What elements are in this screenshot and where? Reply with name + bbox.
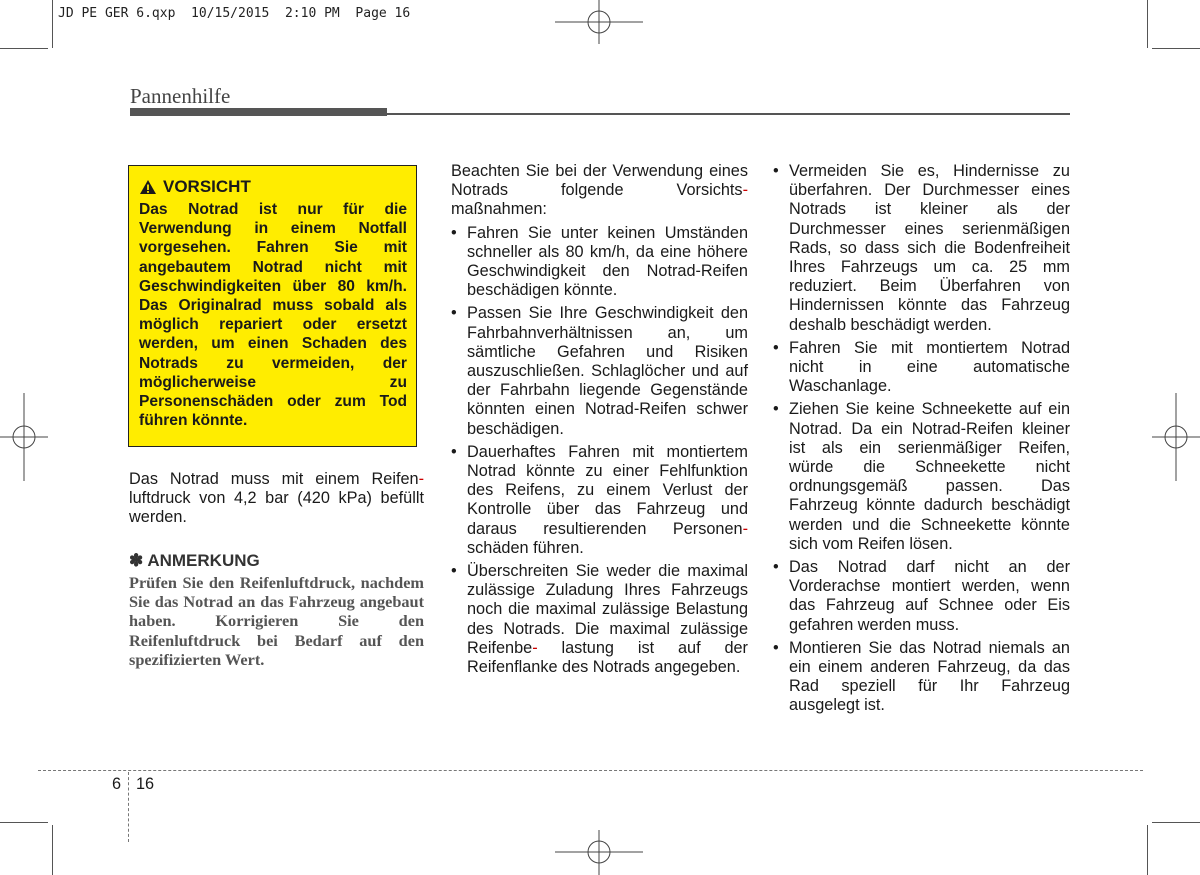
list-item-text: Das Notrad darf nicht an der Vorderachse montiert werden, wenn das Fahrzeug auf Schnee oder Eis gefahren werden muss. bbox=[789, 558, 1070, 634]
list-item-text: Ziehen Sie keine Schneekette auf ein Notrad. Da ein Notrad-Reifen kleiner ist als ein serienmäßiger Reifen, würde die Schneekette nicht ordnungsgemäß passen. Das Fahrzeug könnte dadurch beschädigt werden und die Schneekette könnte sich vom Reifen lösen. bbox=[789, 400, 1070, 553]
caution-heading bbox=[139, 176, 407, 198]
list-item bbox=[773, 639, 1070, 716]
list-item-text-part1: Dauerhaftes Fahren mit montiertem Notrad könnte zu einer Fehlfunktion des Reifens, zu einem Verlust der Kontrolle über das Fahrzeug und daraus resultierenden Personen bbox=[467, 442, 748, 538]
bullet-icon: • bbox=[773, 338, 779, 357]
middle-intro-part1: Beachten Sie bei der Verwendung eines Notrads folgende Vorsichts bbox=[451, 162, 748, 200]
bullet-icon: • bbox=[773, 162, 779, 180]
list-item-text: Montieren Sie das Notrad niemals an ein einem anderen Fahrzeug, da das Rad speziell für Ihr Fahrzeug ausgelegt ist. bbox=[789, 638, 1070, 715]
bullet-icon: • bbox=[773, 400, 779, 419]
middle-intro bbox=[451, 162, 748, 220]
caution-box bbox=[128, 165, 417, 447]
list-item-text: Vermeiden Sie es, Hindernisse zu überfahren. Der Durchmesser eines Notrads ist kleiner als der Durchmesser eines serienmäßigen Rads, so dass sich die Bodenfreiheit Ihres Fahrzeugs um ca. 25 mm reduziert. Beim Überfahren von Hindernissen könnte das Fahrzeug deshalb beschädigt werden. bbox=[789, 162, 1070, 334]
bullet-icon: • bbox=[451, 562, 457, 581]
bullet-icon: • bbox=[451, 223, 457, 242]
list-item-text: Fahren Sie unter keinen Umständen schneller als 80 km/h, da eine höhere Geschwindigkeit den Notrad-Reifen beschädigen könnte. bbox=[467, 223, 748, 300]
list-item bbox=[773, 558, 1070, 635]
note-section bbox=[129, 551, 424, 669]
middle-intro-part2: maßnahmen: bbox=[451, 200, 547, 219]
caution-label: VORSICHT bbox=[163, 177, 251, 196]
warning-triangle-icon bbox=[139, 179, 157, 195]
footer-divider bbox=[38, 770, 1143, 771]
right-bullet-list bbox=[773, 162, 1070, 716]
list-item-text-part2: schäden führen. bbox=[467, 538, 584, 557]
list-item bbox=[451, 304, 748, 438]
running-title: Pannenhilfe bbox=[130, 84, 231, 108]
caution-text: Das Notrad ist nur für die Verwendung in einem Notfall vorgesehen. Fahren Sie mit angebautem Notrad nicht mit Geschwindigkeiten über 80 km/h. Das Originalrad muss sobald als möglich repariert oder ersetzt werden, um einen Schaden des Notrads zu vermeiden, der möglicherweise zu Personenschäden oder zum Tod führen könnte. bbox=[139, 201, 407, 430]
list-item-text-part2: lastung ist auf der Reifenflanke des Notrads angegeben. bbox=[467, 638, 748, 677]
bullet-icon: • bbox=[773, 558, 779, 577]
pressure-hyphen: - bbox=[418, 470, 424, 488]
right-column bbox=[773, 162, 1070, 720]
note-star-icon: ✽ bbox=[129, 551, 144, 570]
list-item bbox=[773, 400, 1070, 554]
pressure-text-part2: luftdruck von 4,2 bar (420 kPa) befüllt werden. bbox=[129, 489, 424, 527]
list-item-hyphen: - bbox=[532, 638, 538, 657]
pressure-text-part1: Das Notrad muss mit einem Reifen bbox=[129, 470, 419, 488]
list-item bbox=[451, 224, 748, 301]
print-slug: JD PE GER 6.qxp 10/15/2015 2:10 PM Page 16 bbox=[58, 6, 411, 21]
note-heading bbox=[129, 551, 424, 571]
list-item bbox=[451, 443, 748, 558]
header-rule-thick bbox=[130, 108, 387, 116]
list-item bbox=[773, 162, 1070, 335]
middle-bullet-list bbox=[451, 224, 748, 678]
note-label: ANMERKUNG bbox=[147, 551, 260, 570]
list-item-text: Passen Sie Ihre Geschwindigkeit den Fahrbahnverhältnissen an, um sämtliche Gefahren und Risiken auszuschließen. Schlaglöcher und auf der Fahrbahn liegende Gegenstände könnten einen Notrad-Reifen schwer beschädigen. bbox=[467, 304, 748, 438]
pressure-paragraph bbox=[129, 470, 424, 528]
header-rule-thin bbox=[387, 113, 1070, 115]
list-item bbox=[451, 562, 748, 677]
list-item-text-part1: Überschreiten Sie weder die maximal zulässige Zuladung Ihres Fahrzeugs noch die maximal zulässige Belastung des Notrads. Die maximal zulässige Reifenbe bbox=[467, 562, 748, 657]
bullet-icon: • bbox=[773, 638, 779, 657]
bullet-icon: • bbox=[451, 304, 457, 323]
page-number-divider bbox=[128, 772, 129, 842]
list-item-text: Fahren Sie mit montiertem Notrad nicht in eine automatische Waschanlage. bbox=[789, 338, 1070, 396]
note-text: Prüfen Sie den Reifenluftdruck, nachdem Sie das Notrad an das Fahrzeug angebaut haben. Korrigieren Sie den Reifenluftdruck bei Bedarf auf den spezifizierten Wert. bbox=[129, 573, 424, 669]
middle-intro-hyphen: - bbox=[742, 181, 748, 200]
list-item-hyphen: - bbox=[742, 519, 748, 538]
page-number: 16 bbox=[136, 775, 155, 793]
list-item bbox=[773, 339, 1070, 397]
middle-column bbox=[451, 162, 748, 681]
chapter-number: 6 bbox=[112, 775, 122, 793]
bullet-icon: • bbox=[451, 442, 457, 461]
